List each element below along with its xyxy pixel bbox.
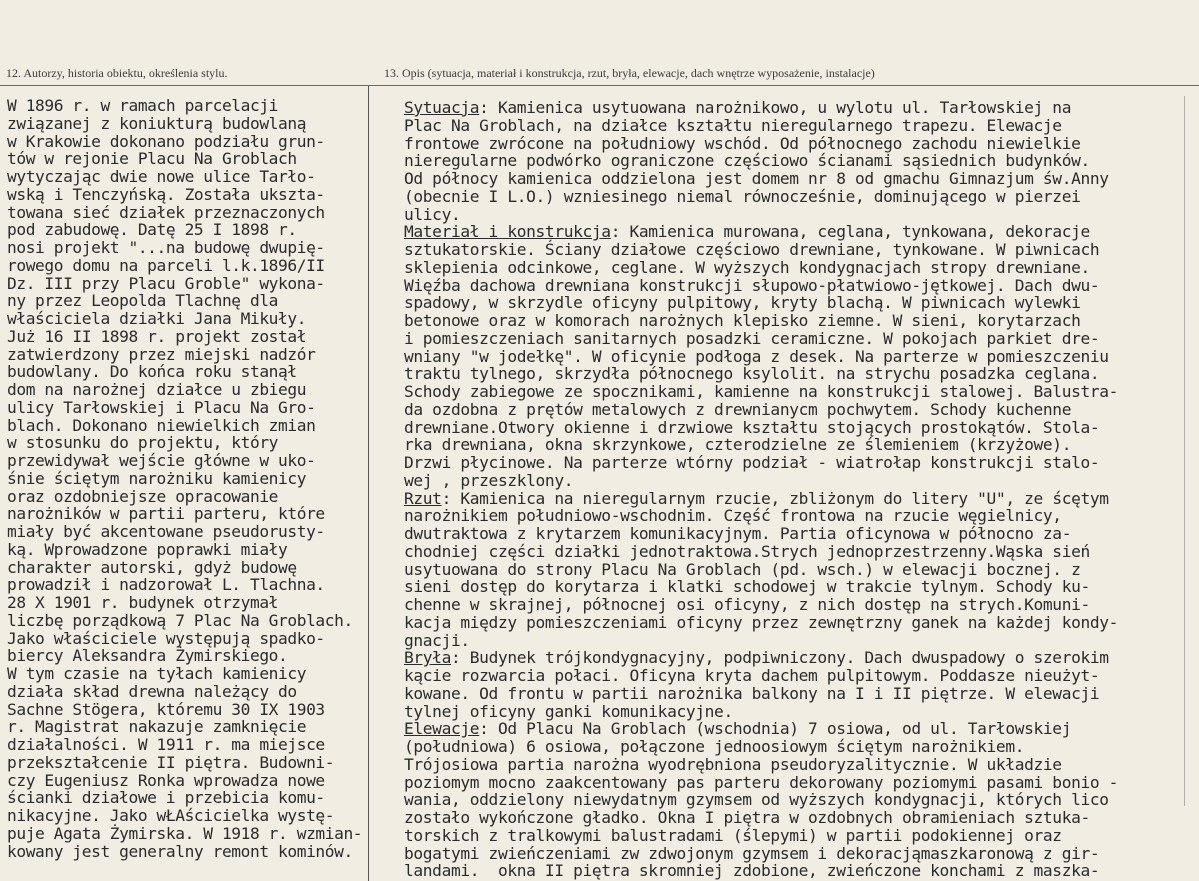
description-text-line [404, 862, 1118, 880]
history-text-line: charakter autorski, gdyż budowę [7, 557, 297, 577]
description-text-line [404, 472, 1118, 490]
history-text-line: działalności. W 1911 r. ma miejsce [7, 735, 325, 754]
description-text-line [404, 419, 1118, 437]
history-text-line: ny przez Leopolda Tlachnę dla [7, 291, 279, 311]
description-text-line [404, 223, 1118, 241]
history-text-line: narożników w partii parteru, które [7, 504, 325, 524]
history-text-line: r. Magistrat nakazuje zamknięcie [7, 717, 307, 737]
description-text-line [404, 561, 1118, 579]
description-text-line [404, 152, 1118, 170]
history-text-line: czy Eugeniusz Ronka wprowadza nowe [7, 770, 325, 790]
history-column [7, 97, 362, 860]
section-label: Bryła [404, 648, 451, 668]
history-text-line: nosi projekt "...na budowę dwupię- [7, 238, 325, 257]
history-text-line: ścianki działowe i przebicia komu- [7, 788, 325, 808]
description-text: (południowa) 6 osiowa, połączone jednoosiowym ściętym narożnikiem. [404, 737, 1025, 756]
history-text-line: blach. Dokonano niewielkich zmian [7, 415, 316, 435]
description-text-line [404, 774, 1118, 792]
description-text-line [404, 578, 1118, 596]
description-text-line [404, 845, 1118, 863]
description-text: poziomym mocno zaakcentowany pas parteru dekorowany poziomymi pasami bonio - [404, 772, 1119, 792]
description-text: Więźba dachowa drewniana konstrukcji słupowo-płatwiowo-jętkowej. Dach dwu- [404, 275, 1100, 295]
description-text-line [404, 649, 1118, 667]
history-text-line: wytyczając dwie nowe ulice Tarło- [7, 167, 316, 186]
header-rule [0, 85, 1199, 86]
description-text: : Kamienica usytuowana narożnikowo, u wylotu ul. Tarłowskiej na [479, 98, 1072, 117]
description-text-line [404, 685, 1118, 703]
history-text-line: w Krakowie dokonano podziału grun- [7, 131, 325, 151]
description-text-line [404, 188, 1118, 206]
description-text-line [404, 436, 1118, 454]
description-text: bogatymi zwieńczeniami zw zdwojonym gzymsem i dekoracjąmaszkaronową z gir- [404, 843, 1100, 863]
history-text-line: ką. Wprowadzone poprawki miały [7, 539, 288, 559]
description-text-line [404, 330, 1118, 348]
description-text: tylnej oficyny ganki komunikacyjne. [404, 701, 733, 721]
description-text: Trójosiowa partia narożna wyodrębniona pseudoryzalitycznie. W układzie [404, 754, 1062, 774]
description-text-line [404, 543, 1118, 561]
history-text-line: związanej z koniukturą budowlaną [7, 113, 307, 133]
description-text: drewniane.Otwory okienne i drzwiowe kształtu stojących prostokątów. Stola- [404, 417, 1100, 437]
description-text: : Od Placu Na Groblach (wschodnia) 7 osiowa, od ul. Tarłowskiej [479, 719, 1072, 739]
history-text-line: tów w rejonie Placu Na Groblach [7, 149, 297, 169]
description-text-line [404, 383, 1118, 401]
section-13-header: 13. Opis (sytuacja, materiał i konstrukcja, rzut, bryła, elewacje, dach wnętrze wyposażenie, instalacje) [384, 66, 875, 80]
history-text-line: nikacyjne. Jako wŁAścicielka wystę- [7, 806, 335, 825]
description-text: frontowe zwrócone na południowy wschód. Od północnego zachodu niewielkie [404, 133, 1081, 153]
section-label: Rzut [404, 488, 442, 508]
description-text-line [404, 277, 1118, 295]
description-text: wej , przeszklony. [404, 470, 574, 490]
history-text-line: W 1896 r. w ramach parcelacji [7, 96, 279, 115]
description-text-line [404, 117, 1118, 135]
history-text-line: w stosunku do projektu, który [7, 433, 279, 453]
description-text: sieni dostęp do korytarza i klatki schodowej w trakcie tylnym. Schody ku- [404, 577, 1090, 597]
description-text-line [404, 720, 1118, 738]
description-text: ulicy. [404, 204, 461, 224]
description-text: spadowy, w skrzydle oficyny pulpitowy, kryty blachą. W piwnicach wylewki [404, 293, 1081, 313]
description-text-line [404, 454, 1118, 472]
description-text-line [404, 703, 1118, 721]
description-text: kącie rozwarcia połaci. Oficyna kryta dachem pulpitowym. Poddasze nieużyt- [404, 666, 1100, 685]
description-text: : Kamienica murowana, ceglana, tynkowana, dekoracje [610, 222, 1090, 242]
description-text-line [404, 490, 1118, 508]
description-text-line [404, 401, 1118, 419]
history-text-line: kowany jest generalny remont kominów. [7, 841, 353, 861]
description-text-line [404, 827, 1118, 845]
history-text-line: Już 16 II 1898 r. projekt został [7, 326, 307, 346]
history-text-line: prowadził i nadzorował L. Tlachna. [7, 575, 325, 595]
history-text-line: zatwierdzony przez miejski nadzór [7, 344, 316, 364]
history-text-line: właściciela działki Jana Mikuły. [7, 309, 307, 328]
history-text-line: przekształcenie II piętra. Budowni- [7, 752, 335, 772]
description-text: Od północy kamienica oddzielona jest domem nr 8 od gmachu Gimnazjum św.Anny [404, 169, 1109, 188]
description-text: usytuowana do strony Placu Na Groblach (pd. wsch.) w elewacji bocznej. z [404, 559, 1081, 579]
description-text: nieregularne podwórko ograniczone częściowo ścianami sąsiednich budynków. [404, 151, 1090, 171]
description-text: dwutraktowa z krytarzem komunikacyjnym. Partia oficynowa w północno za- [404, 524, 1072, 543]
description-text-line [404, 738, 1118, 756]
description-text-line [404, 348, 1118, 366]
description-text: wniany "w jodełkę". W oficynie podłoga z desek. Na parterze w pomieszczeniu [404, 346, 1109, 366]
history-text-line: miały być akcentowane pseudorusty- [7, 522, 325, 541]
history-text-line: W tym czasie na tyłach kamienicy [7, 664, 307, 683]
description-text-line [404, 294, 1118, 312]
history-text-line: puje Agata Żymirska. W 1918 r. wzmian- [7, 823, 363, 843]
history-text-line: rowego domu na parceli l.k.1896/II [7, 255, 325, 275]
history-text-line: liczbę porządkową 7 Plac Na Groblach. [7, 610, 353, 630]
description-text: Plac Na Groblach, na działce kształtu nieregularnego trapezu. Elewacje [404, 115, 1062, 135]
description-text-line [404, 99, 1118, 117]
description-text: Schody zabiegowe ze spocznikami, kamienne na konstrukcji stalowej. Balustra- [404, 382, 1119, 401]
description-text-line [404, 632, 1118, 650]
description-text: i pomieszczeniach sanitarnych posadzki ceramiczne. W pokojach parkiet dre- [404, 328, 1100, 348]
description-text: narożnikiem południowo-wschodnim. Część frontowa na rzucie węgielnicy, [404, 506, 1062, 526]
history-text-line: przewidywał wejście główne w uko- [7, 451, 316, 470]
description-text: wania, oddzielony niewydatnym gzymsem od wyższych kondygnacji, których lico [404, 790, 1109, 810]
description-text-line [404, 365, 1118, 383]
description-text-line [404, 614, 1118, 632]
section-label: Materiał i konstrukcja [404, 222, 611, 242]
description-text-line [404, 507, 1118, 525]
description-text-line [404, 206, 1118, 224]
description-text: sztukatorskie. Ściany działowe częściowo drewniane, tynkowane. W piwnicach [404, 240, 1100, 259]
description-text: chenne w skrajnej, północnej osi oficyny, z nich dostęp na strych.Komuni- [404, 595, 1090, 614]
history-text-line: pod zabudowę. Datę 25 I 1898 r. [7, 220, 297, 240]
description-text-line [404, 791, 1118, 809]
description-text: : Budynek trójkondygnacyjny, podpiwniczony. Dach dwuspadowy o szerokim [450, 648, 1109, 668]
history-text-line: budowlany. Do końca roku stanął [7, 362, 297, 382]
description-text: gnacji. [404, 630, 470, 650]
history-text-line: Dz. III przy Placu Groble" wykona- [7, 273, 325, 293]
description-text: da ozdobna z prętów metalowych z drewnianycm pochwytem. Schody kuchenne [404, 399, 1072, 419]
history-text-line: towana sieć działek przeznaczonych [7, 202, 325, 222]
history-text-line: dom na narożnej działce u zbiegu [7, 380, 307, 399]
description-text-line [404, 596, 1118, 614]
description-text: betonowe oraz w komorach narożnych klepisko ziemne. W sieni, korytarzach [404, 311, 1081, 330]
description-text: chodniej części działki jednotraktowa.Strych jednoprzestrzenny.Wąska sień [404, 541, 1090, 561]
description-text-line [404, 525, 1118, 543]
description-text: landami. okna II piętra skromniej zdobione, zwieńczone konchami z maszka- [404, 861, 1100, 881]
description-text-line [404, 809, 1118, 827]
history-text-line: biercy Aleksandra Żymirskiego. [7, 646, 288, 666]
section-12-header: 12. Autorzy, historia obiektu, określenia stylu. [6, 66, 228, 80]
history-text-line: śnie ściętym narożniku kamienicy [7, 468, 307, 488]
history-text-line: Jako właściciele występują spadko- [7, 628, 325, 648]
description-text: traktu tylnego, skrzydła północnego ksylolit. na strychu posadzka ceglana. [404, 364, 1100, 384]
description-text-line [404, 312, 1118, 330]
column-divider [368, 86, 369, 881]
description-text-line [404, 756, 1118, 774]
description-text: kacja między pomieszczeniami oficyny przez zewnętrzny ganek na każdej kondy- [404, 612, 1119, 632]
description-text: (obecnie I L.O.) wzniesinego niemal równocześnie, dominującego w pierzei [404, 186, 1081, 206]
description-text-line [404, 259, 1118, 277]
history-text-line: oraz ozdobniejsze opracowanie [7, 486, 279, 506]
description-text-line [404, 170, 1118, 188]
description-text: zostało wykończone gładko. Okna I piętra w ozdobnych obramieniach sztuka- [404, 808, 1090, 827]
description-text: Drzwi płycinowe. Na parterze wtórny podział - wiatrołap konstrukcji stalo- [404, 453, 1100, 472]
description-text: rka drewniana, okna skrzynkowe, czterodzielne ze ślemieniem (krzyżowe). [404, 435, 1072, 455]
page-edge-line [1184, 96, 1185, 806]
section-label: Elewacje [404, 719, 480, 739]
description-text: torskich z tralkowymi balustradami (ślepymi) w partii podokiennej oraz [404, 825, 1062, 845]
history-text-line: wską i Tenczyńską. Została ukszta- [7, 184, 325, 204]
description-text: : Kamienica na nieregularnym rzucie, zbliżonym do litery "U", ze ścętym [441, 488, 1109, 508]
history-text-line: ulicy Tarłowskiej i Placu Na Gro- [7, 397, 316, 417]
description-text: sklepienia odcinkowe, ceglane. W wyższych kondygnacjach stropy drewniane. [404, 257, 1090, 277]
description-text-line [404, 241, 1118, 259]
description-text-line [404, 135, 1118, 153]
description-text: kowane. Od frontu w partii narożnika balkony na I i II piętrze. W elewacji [404, 683, 1100, 703]
section-label: Sytuacja [404, 98, 480, 117]
history-text-line: 28 X 1901 r. budynek otrzymał [7, 593, 279, 612]
history-text-line: działa skład drewna należący do [7, 681, 297, 701]
description-column [404, 99, 1118, 880]
history-text-line: Sachne Stögera, któremu 30 IX 1903 [7, 699, 325, 719]
description-text-line [404, 667, 1118, 685]
